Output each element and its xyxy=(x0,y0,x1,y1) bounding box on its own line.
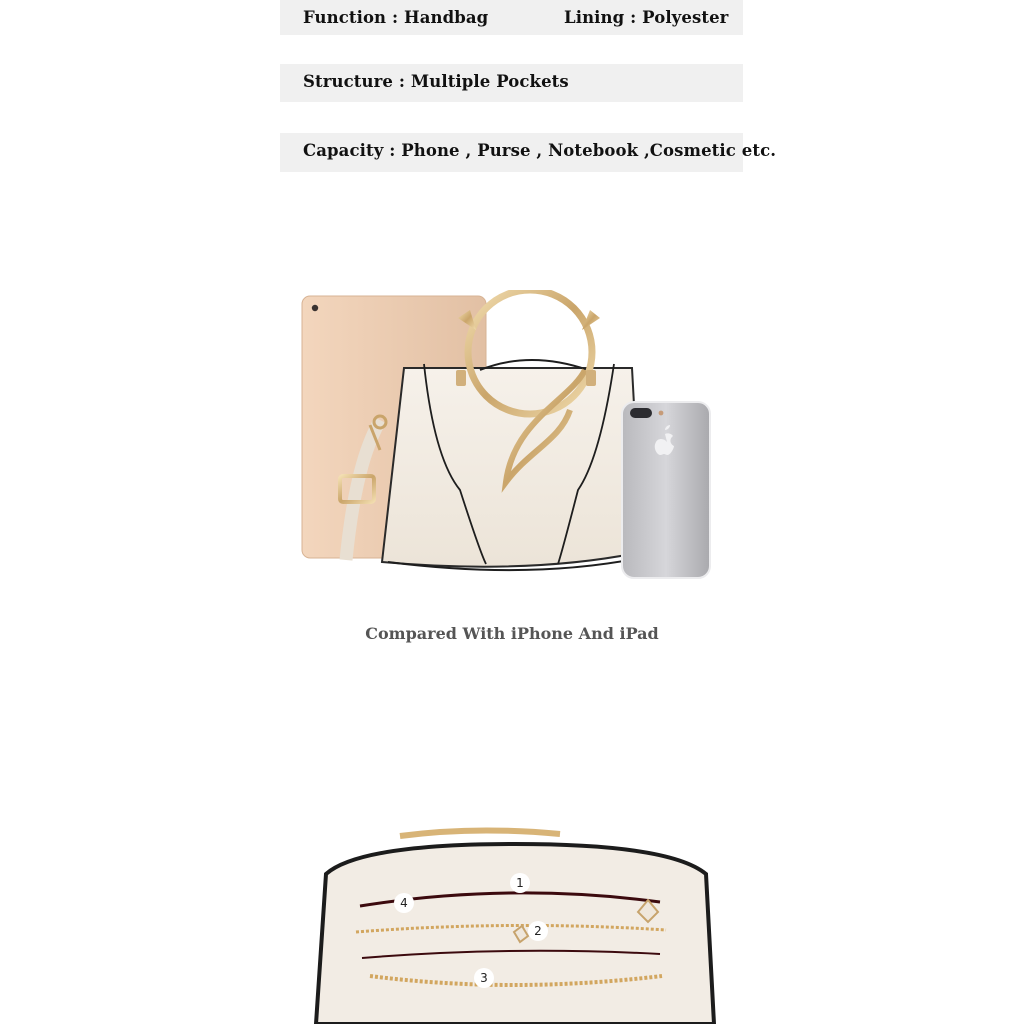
pocket-number-3-label: 3 xyxy=(480,971,488,985)
pocket-number-2 xyxy=(528,921,548,941)
spec-lining: Lining : Polyester xyxy=(564,8,729,27)
pocket-number-4 xyxy=(394,893,414,913)
spec-bar-capacity xyxy=(280,133,777,172)
spec-bar-function-lining xyxy=(280,0,743,35)
pocket-number-3 xyxy=(474,968,494,988)
spec-bar-structure xyxy=(280,64,743,102)
spec-capacity: Capacity : Phone , Purse , Notebook ,Cosmetic etc. xyxy=(303,141,777,160)
pocket-number-2-label: 2 xyxy=(534,924,542,938)
pocket-number-1 xyxy=(510,873,530,893)
pocket-number-4-label: 4 xyxy=(400,896,408,910)
bag-interior-image xyxy=(300,826,730,1024)
spec-function: Function : Handbag xyxy=(303,8,489,27)
pocket-number-1-label: 1 xyxy=(516,876,524,890)
spec-structure: Structure : Multiple Pockets xyxy=(303,72,569,91)
comparison-caption: Compared With iPhone And iPad xyxy=(365,624,659,643)
iphone-image xyxy=(622,402,710,578)
size-comparison-image xyxy=(300,290,714,590)
